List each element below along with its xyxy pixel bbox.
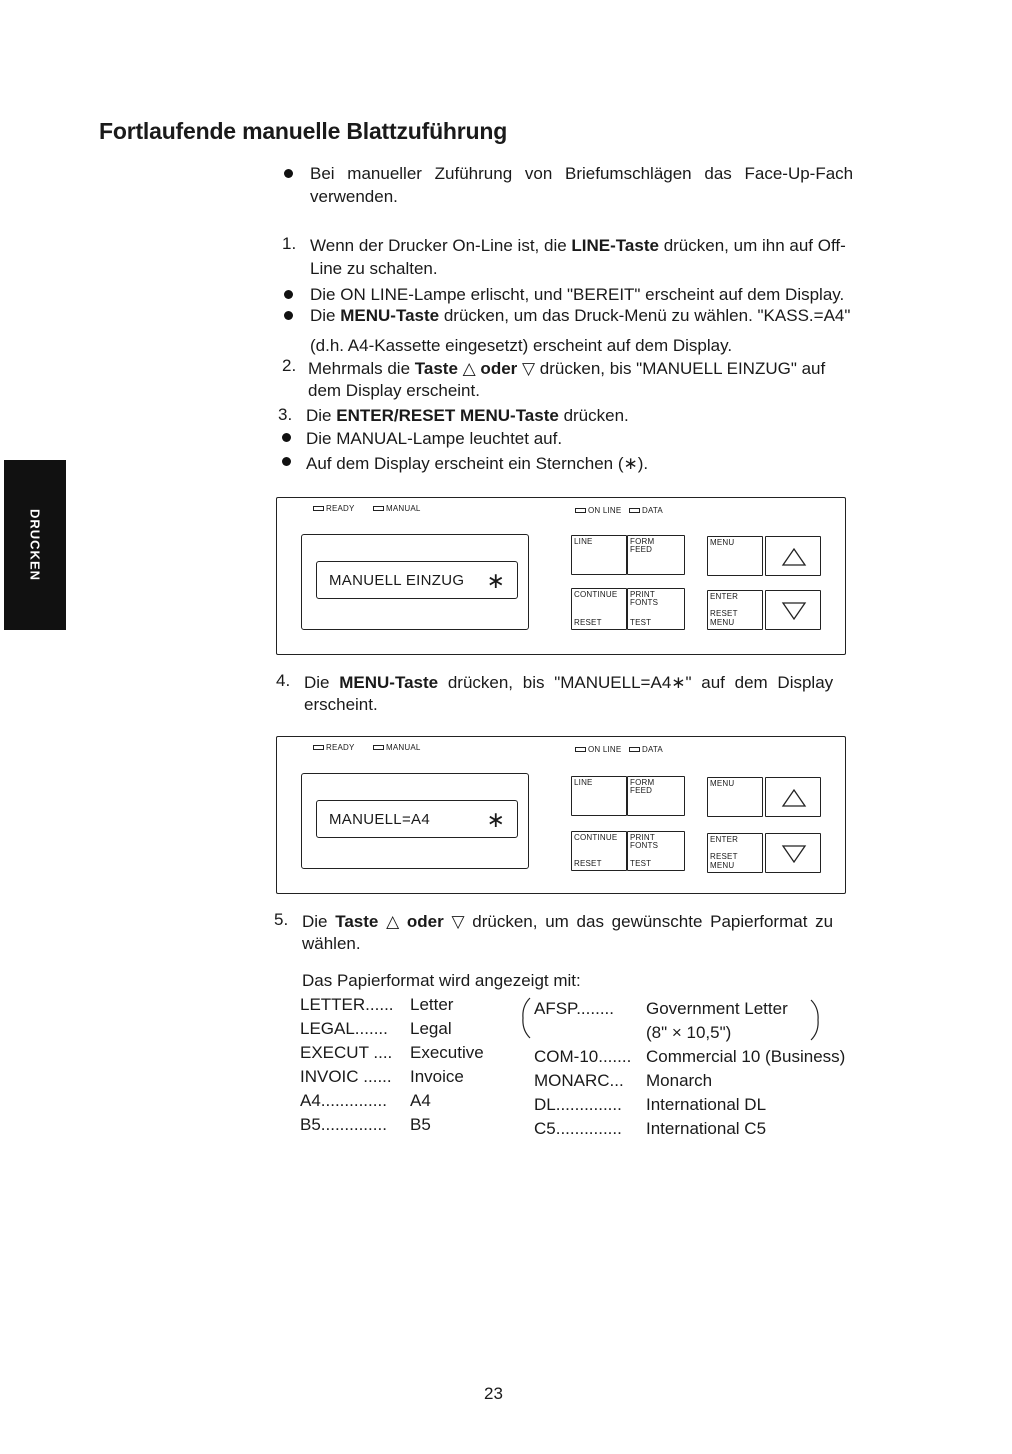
lcd-display [316, 800, 518, 838]
manual-indicator: MANUAL [373, 743, 421, 752]
up-arrow-icon [766, 537, 822, 577]
paper-name: (8" × 10,5") [646, 1023, 732, 1042]
line-key[interactable]: LINE [571, 535, 627, 575]
paper-code: AFSP........ [534, 999, 614, 1018]
step-number: 4. [276, 671, 291, 690]
step-text: erscheint. [304, 695, 378, 714]
paper-name: A4 [410, 1091, 431, 1110]
lamp-icon [629, 508, 640, 513]
step-text: dem Display erscheint. [308, 381, 480, 400]
step-number: 3. [278, 405, 293, 424]
paper-code: LETTER...... [300, 995, 394, 1014]
paper-code: LEGAL....... [300, 1019, 388, 1038]
step-text: Line zu schalten. [310, 259, 438, 278]
page-number: 23 [484, 1384, 503, 1403]
lamp-icon [575, 747, 586, 752]
form-feed-key[interactable]: FORM FEED [627, 535, 685, 575]
intro-text: verwenden. [310, 187, 398, 206]
bullet-text: Auf dem Display erscheint ein Sternchen (∗). [306, 454, 649, 473]
step-text: Die Taste △ oder ▽ drücken, um das gewünschte Papierformat zu [302, 912, 834, 931]
step-number: 1. [282, 234, 297, 253]
left-bracket [520, 996, 532, 1040]
up-arrow-key[interactable] [765, 777, 821, 817]
display-asterisk: ∗ [486, 568, 505, 593]
paper-name: B5 [410, 1115, 431, 1134]
lamp-icon [313, 745, 324, 750]
paper-code: C5.............. [534, 1119, 622, 1138]
paper-code: MONARC... [534, 1071, 624, 1090]
section-tab [4, 460, 66, 630]
continue-reset-key[interactable]: CONTINUE RESET [571, 831, 627, 871]
right-bracket [808, 998, 822, 1042]
paper-name: Commercial 10 (Business) [646, 1047, 846, 1066]
bullet-icon [282, 433, 291, 442]
data-indicator: DATA [629, 745, 663, 754]
lamp-icon [373, 745, 384, 750]
line-key[interactable]: LINE [571, 776, 627, 816]
paper-name: Legal [410, 1019, 452, 1038]
page-title: Fortlaufende manuelle Blattzuführung [99, 118, 508, 144]
manual-indicator: MANUAL [373, 504, 421, 513]
step-text: wählen. [302, 934, 361, 953]
paper-name: Executive [410, 1043, 484, 1062]
paper-code: COM-10....... [534, 1047, 632, 1066]
control-panel [276, 736, 846, 894]
down-arrow-icon [766, 834, 822, 874]
menu-key[interactable]: MENU [707, 536, 763, 576]
paper-code: A4.............. [300, 1091, 387, 1110]
online-indicator: ON LINE [575, 745, 621, 754]
online-indicator: ON LINE [575, 506, 621, 515]
paper-intro: Das Papierformat wird angezeigt mit: [302, 971, 581, 990]
paper-code: B5.............. [300, 1115, 387, 1134]
bullet-icon [282, 457, 291, 466]
paper-code: DL.............. [534, 1095, 622, 1114]
print-fonts-test-key[interactable]: PRINT FONTS TEST [627, 831, 685, 871]
display-frame [301, 773, 529, 869]
lcd-display [316, 561, 518, 599]
control-panel [276, 497, 846, 655]
display-text: MANUELL=A4 [329, 811, 430, 828]
down-arrow-icon [766, 591, 822, 631]
form-feed-key[interactable]: FORM FEED [627, 776, 685, 816]
paper-code: INVOIC ...... [300, 1067, 392, 1086]
print-fonts-test-key[interactable]: PRINT FONTS TEST [627, 588, 685, 630]
display-text: MANUELL EINZUG [329, 572, 465, 589]
lamp-icon [575, 508, 586, 513]
bullet-text: Die MANUAL-Lampe leuchtet auf. [306, 429, 563, 448]
intro-text: Bei manueller Zuführung von Briefumschlägen das Face-Up-Fach [310, 164, 854, 183]
paper-name: International C5 [646, 1119, 767, 1138]
step-text: Die MENU-Taste drücken, bis "MANUELL=A4∗" auf dem Display [304, 673, 834, 692]
bullet-icon [284, 290, 293, 299]
step-number: 2. [282, 356, 297, 375]
bullet-text: (d.h. A4-Kassette eingesetzt) erscheint auf dem Display. [310, 336, 733, 355]
ready-indicator: READY [313, 504, 355, 513]
bullet-icon [284, 311, 293, 320]
step-text: Wenn der Drucker On-Line ist, die LINE-Taste drücken, um ihn auf Off- [310, 236, 846, 255]
ready-indicator: READY [313, 743, 355, 752]
up-arrow-key[interactable] [765, 536, 821, 576]
lamp-icon [313, 506, 324, 511]
paper-name: International DL [646, 1095, 767, 1114]
paper-name: Government Letter [646, 999, 788, 1018]
bullet-text: Die ON LINE-Lampe erlischt, und "BEREIT" erscheint auf dem Display. [310, 285, 845, 304]
display-frame [301, 534, 529, 630]
continue-reset-key[interactable]: CONTINUE RESET [571, 588, 627, 630]
down-arrow-key[interactable] [765, 590, 821, 630]
enter-reset-menu-key[interactable]: ENTER RESET MENU [707, 590, 763, 630]
lamp-icon [373, 506, 384, 511]
enter-reset-menu-key[interactable]: ENTER RESET MENU [707, 833, 763, 873]
bullet-icon [284, 169, 293, 178]
step-text: Die ENTER/RESET MENU-Taste drücken. [306, 406, 629, 425]
paper-code: EXECUT .... [300, 1043, 393, 1062]
lamp-icon [629, 747, 640, 752]
step-number: 5. [274, 910, 289, 929]
up-arrow-icon [766, 778, 822, 818]
menu-key[interactable]: MENU [707, 777, 763, 817]
down-arrow-key[interactable] [765, 833, 821, 873]
section-tab-label: DRUCKEN [27, 509, 43, 581]
step-text: Mehrmals die Taste △ oder ▽ drücken, bis "MANUELL EINZUG" auf [308, 359, 826, 378]
paper-name: Letter [410, 995, 454, 1014]
bullet-text: Die MENU-Taste drücken, um das Druck-Menü zu wählen. "KASS.=A4" [310, 306, 851, 325]
paper-name: Monarch [646, 1071, 713, 1090]
display-asterisk: ∗ [486, 807, 505, 832]
data-indicator: DATA [629, 506, 663, 515]
paper-name: Invoice [410, 1067, 464, 1086]
